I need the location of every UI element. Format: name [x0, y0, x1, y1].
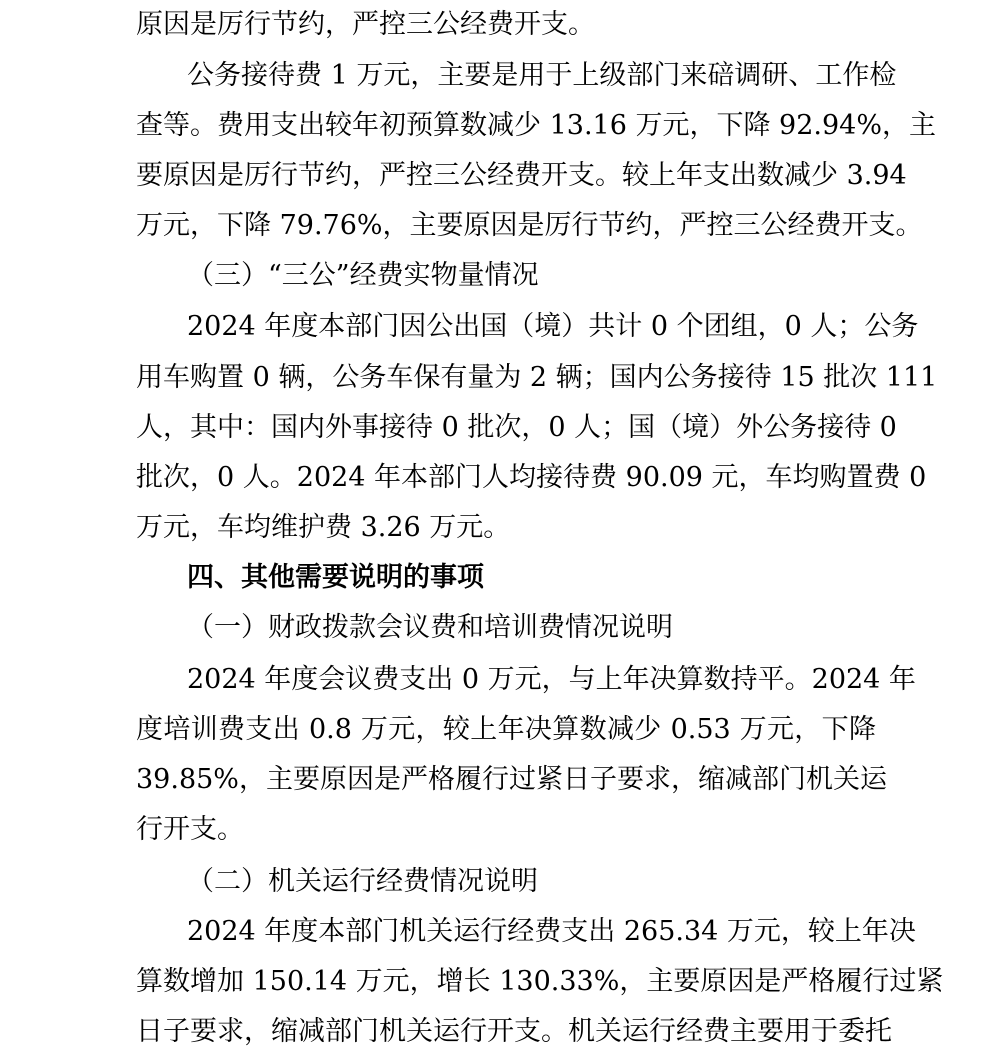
- paragraph-line: 行开支。: [136, 814, 244, 845]
- section-subheading: （一）财政拨款会议费和培训费情况说明: [187, 612, 673, 643]
- section-heading: 四、其他需要说明的事项: [187, 562, 484, 593]
- paragraph-line: 用车购置 0 辆，公务车保有量为 2 辆；国内公务接待 15 批次 111: [136, 362, 938, 393]
- paragraph-line: 原因是厉行节约，严控三公经费开支。: [136, 9, 595, 40]
- paragraph-line: 39.85%，主要原因是严格履行过紧日子要求，缩减部门机关运: [136, 764, 887, 795]
- paragraph-line: 度培训费支出 0.8 万元，较上年决算数减少 0.53 万元，下降: [136, 714, 876, 745]
- section-subheading: （二）机关运行经费情况说明: [187, 866, 538, 897]
- paragraph-line: 2024 年度会议费支出 0 万元，与上年决算数持平。2024 年: [187, 664, 916, 695]
- paragraph-line: 万元，下降 79.76%，主要原因是厉行节约，严控三公经费开支。: [136, 210, 923, 241]
- paragraph-line: 批次，0 人。2024 年本部门人均接待费 90.09 元，车均购置费 0: [136, 462, 927, 493]
- section-subheading: （三）“三公”经费实物量情况: [187, 260, 539, 291]
- paragraph-line: 日子要求，缩减部门机关运行开支。机关运行经费主要用于委托: [136, 1016, 892, 1047]
- paragraph-line: 人，其中：国内外事接待 0 批次，0 人；国（境）外公务接待 0: [136, 412, 897, 443]
- paragraph-line: 2024 年度本部门因公出国（境）共计 0 个团组，0 人；公务: [187, 311, 919, 342]
- paragraph-line: 要原因是厉行节约，严控三公经费开支。较上年支出数减少 3.94: [136, 160, 907, 191]
- paragraph-line: 2024 年度本部门机关运行经费支出 265.34 万元，较上年决: [187, 916, 916, 947]
- paragraph-line: 算数增加 150.14 万元，增长 130.33%，主要原因是严格履行过紧: [136, 966, 944, 997]
- paragraph-line: 万元，车均维护费 3.26 万元。: [136, 512, 511, 543]
- paragraph-line: 公务接待费 1 万元，主要是用于上级部门来碚调研、工作检: [187, 60, 897, 91]
- paragraph-line: 查等。费用支出较年初预算数减少 13.16 万元，下降 92.94%，主: [136, 110, 936, 141]
